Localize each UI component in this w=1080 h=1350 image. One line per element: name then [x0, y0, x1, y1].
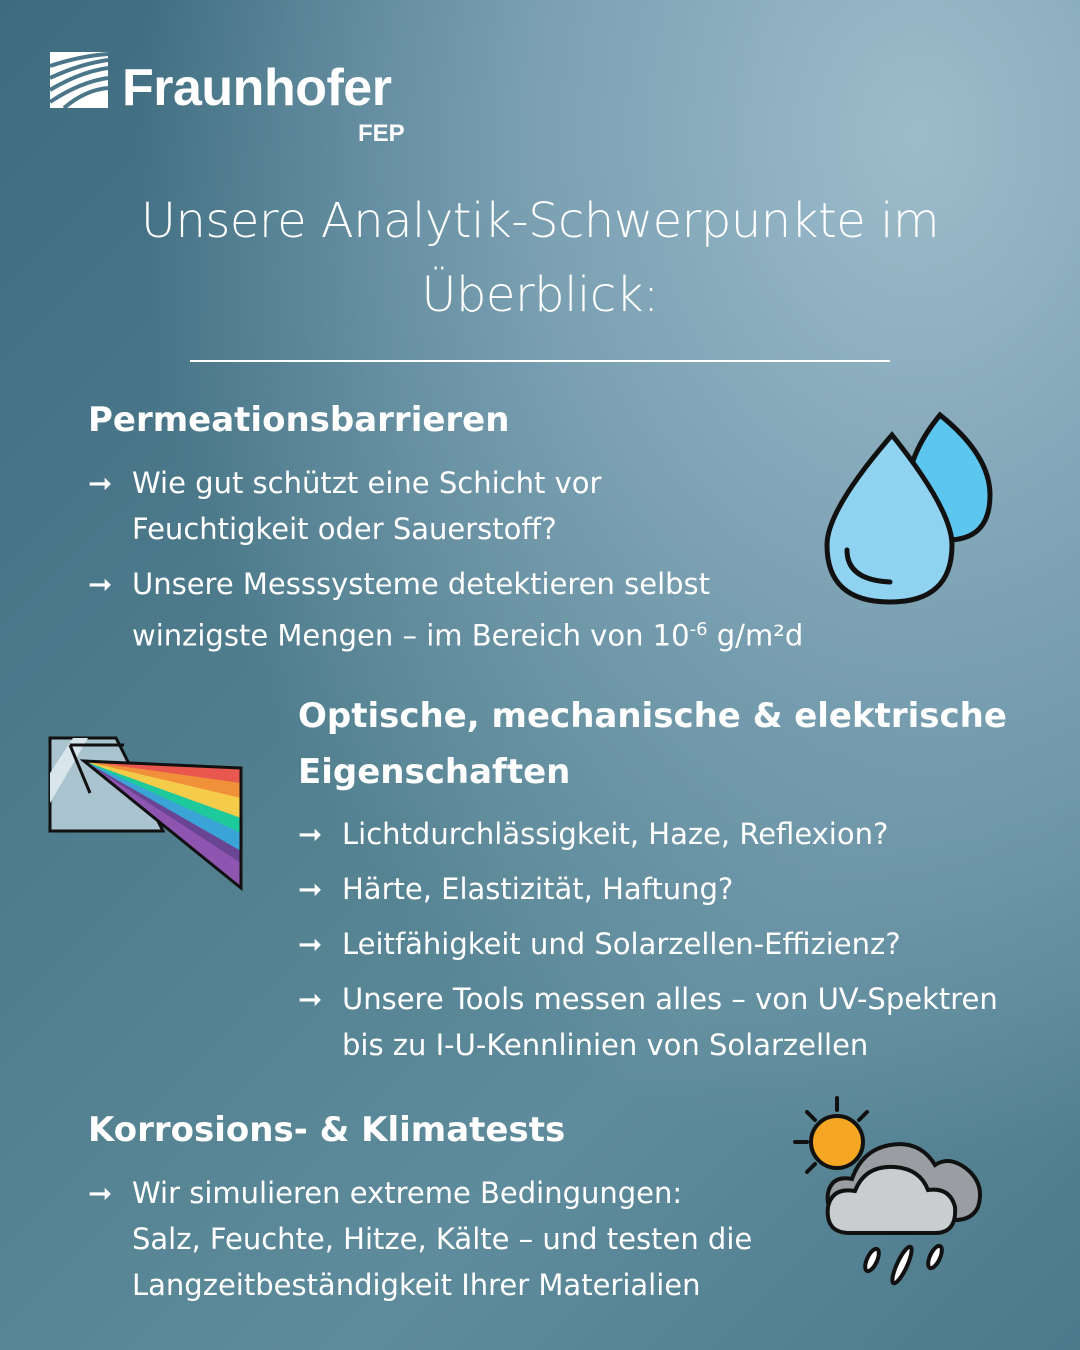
text: winzigste Mengen – im Bereich von 10 [132, 618, 690, 653]
section-heading-permeation: Permeationsbarrieren [88, 400, 510, 440]
bullet [298, 976, 998, 1068]
bullet-line: Unsere Messsysteme detektieren selbst [132, 567, 711, 601]
arrow-icon: ➞ [298, 982, 323, 1016]
logo-text: Fraunhofer [122, 59, 392, 117]
bullet-text: Leitfähigkeit und Solarzellen-Effizienz? [342, 927, 901, 961]
bullet [298, 866, 733, 912]
exponent: -6 [689, 619, 708, 640]
bullet-text: Lichtdurchlässigkeit, Haze, Reflexion? [342, 817, 889, 851]
arrow-icon: ➞ [88, 567, 113, 601]
page-title [0, 184, 1080, 332]
bullet [298, 811, 888, 857]
unit: g/m²d [707, 618, 804, 653]
logo-subtitle: FEP [358, 120, 405, 147]
title-line-1: Unsere Analytik-Schwerpunkte im [140, 193, 940, 249]
bullet-line: Wie gut schützt eine Schicht vor [132, 466, 602, 500]
bullet-line: Unsere Tools messen alles – von UV-Spektren [342, 982, 998, 1016]
fraunhofer-logo-icon [50, 52, 108, 108]
bullet-line [132, 607, 803, 659]
bullet-line: bis zu I-U-Kennlinien von Solarzellen [342, 1028, 869, 1062]
bullet-line: Salz, Feuchte, Hitze, Kälte – und testen die [132, 1222, 753, 1256]
bullet-line: Langzeitbeständigkeit Ihrer Materialien [132, 1268, 701, 1302]
water-drops-icon [822, 410, 997, 610]
arrow-icon: ➞ [298, 817, 323, 851]
arrow-icon: ➞ [88, 466, 113, 500]
heading-line: Eigenschaften [298, 752, 571, 792]
arrow-icon: ➞ [298, 927, 323, 961]
bullet [88, 460, 601, 552]
divider [190, 360, 890, 362]
prism-icon [48, 733, 244, 893]
bullet [88, 1170, 752, 1308]
bullet [298, 921, 901, 967]
arrow-icon: ➞ [298, 872, 323, 906]
arrow-icon: ➞ [88, 1176, 113, 1210]
bullet-line: Feuchtigkeit oder Sauerstoff? [132, 512, 557, 546]
heading-line: Optische, mechanische & elektrische [298, 696, 1007, 736]
section-heading-optical [298, 688, 1007, 800]
bullet-line: Wir simulieren extreme Bedingungen: [132, 1176, 683, 1210]
title-line-2: Überblick: [421, 267, 659, 323]
weather-rain-sun-icon [790, 1095, 990, 1295]
bullet [88, 561, 803, 659]
bullet-text: Härte, Elastizität, Haftung? [342, 872, 734, 906]
section-heading-corrosion: Korrosions- & Klimatests [88, 1110, 566, 1150]
